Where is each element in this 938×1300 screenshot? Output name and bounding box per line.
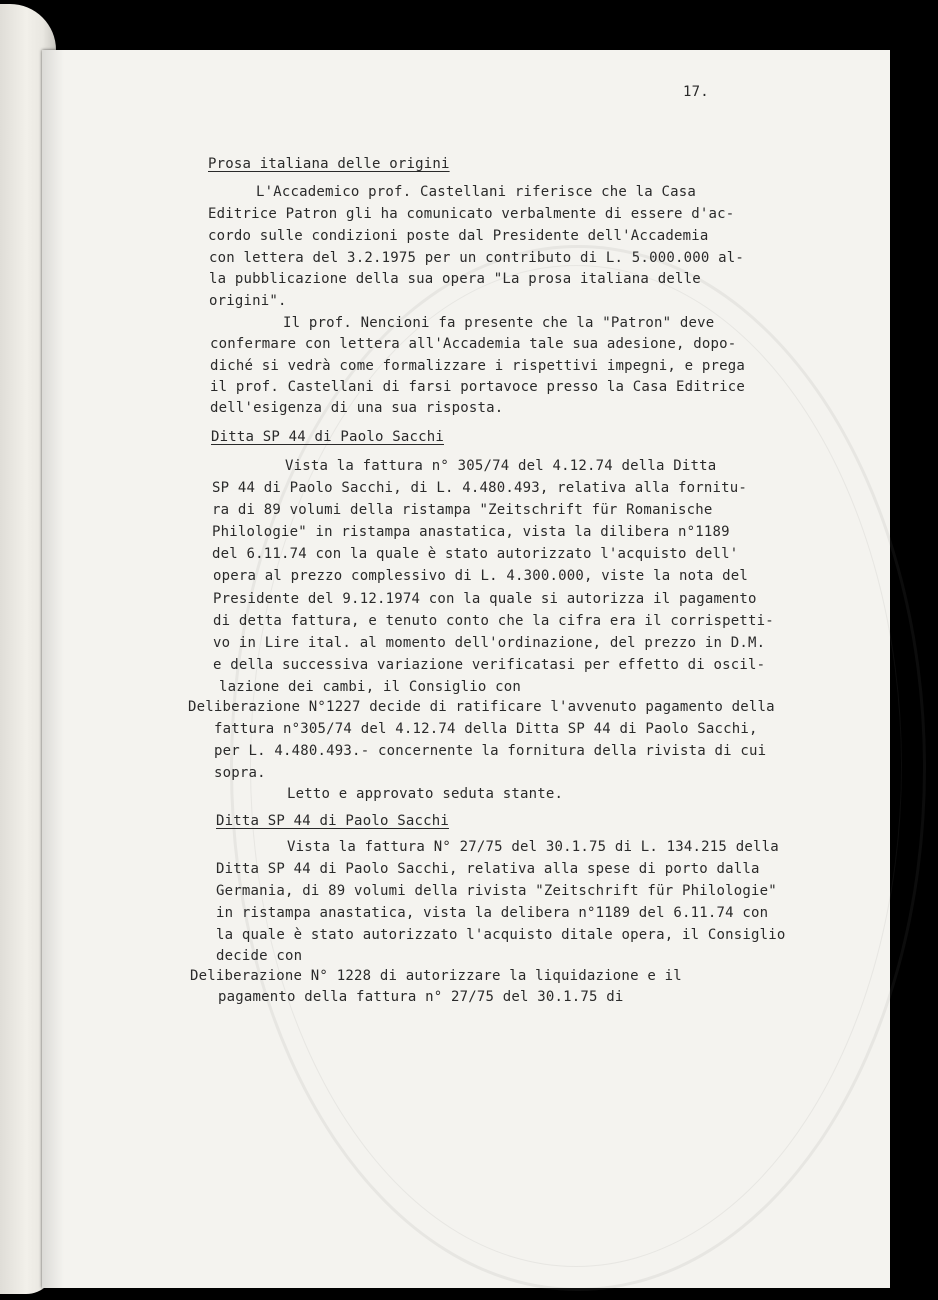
text-line: la pubblicazione della sua opera "La prosa italiana delle: [209, 271, 701, 287]
text-line: opera al prezzo complessivo di L. 4.300.000, viste la nota del: [213, 568, 748, 584]
page-number: 17.: [683, 84, 709, 100]
text-line: fattura n°305/74 del 4.12.74 della Ditta SP 44 di Paolo Sacchi,: [214, 721, 758, 737]
text-line: Philologie" in ristampa anastatica, vista la dilibera n°1189: [212, 524, 730, 540]
section-heading: Ditta SP 44 di Paolo Sacchi: [216, 813, 449, 829]
text-line: il prof. Castellani di farsi portavoce presso la Casa Editrice: [210, 379, 745, 395]
text-line: SP 44 di Paolo Sacchi, di L. 4.480.493, relativa alla fornitu-: [212, 480, 747, 496]
text-line: Editrice Patron gli ha comunicato verbalmente di essere d'ac-: [208, 206, 735, 222]
text-line: Vista la fattura n° 305/74 del 4.12.74 della Ditta: [285, 458, 717, 474]
text-line: con lettera del 3.2.1975 per un contributo di L. 5.000.000 al-: [209, 250, 744, 266]
text-line: Presidente del 9.12.1974 con la quale si autorizza il pagamento: [213, 591, 757, 607]
text-line: di detta fattura, e tenuto conto che la cifra era il corrispetti-: [213, 613, 774, 629]
text-line: diché si vedrà come formalizzare i rispettivi impegni, e prega: [210, 358, 745, 374]
text-line: Deliberazione N°1227 decide di ratificare l'avvenuto pagamento della: [188, 699, 775, 715]
text-line: Ditta SP 44 di Paolo Sacchi, relativa alla spese di porto dalla: [216, 861, 760, 877]
text-line: la quale è stato autorizzato l'acquisto ditale opera, il Consiglio: [216, 927, 786, 943]
text-line: del 6.11.74 con la quale è stato autorizzato l'acquisto dell': [212, 546, 739, 562]
text-line: dell'esigenza di una sua risposta.: [210, 400, 504, 416]
text-line: e della successiva variazione verificatasi per effetto di oscil-: [213, 657, 766, 673]
text-line: per L. 4.480.493.- concernente la fornitura della rivista di cui: [214, 743, 767, 759]
text-line: sopra.: [214, 765, 266, 781]
text-line: Letto e approvato seduta stante.: [287, 786, 564, 802]
text-line: cordo sulle condizioni poste dal Presidente dell'Accademia: [208, 228, 709, 244]
text-line: vo in Lire ital. al momento dell'ordinazione, del prezzo in D.M.: [213, 635, 766, 651]
text-line: Deliberazione N° 1228 di autorizzare la liquidazione e il: [190, 968, 682, 984]
text-line: origini".: [209, 293, 287, 309]
text-line: Germania, di 89 volumi della rivista "Zeitschrift für Philologie": [216, 883, 777, 899]
text-line: L'Accademico prof. Castellani riferisce che la Casa: [256, 184, 697, 200]
text-line: confermare con lettera all'Accademia tale sua adesione, dopo-: [210, 336, 737, 352]
text-line: Il prof. Nencioni fa presente che la "Patron" deve: [283, 315, 715, 331]
text-line: in ristampa anastatica, vista la delibera n°1189 del 6.11.74 con: [216, 905, 769, 921]
section-heading: Prosa italiana delle origini: [208, 156, 450, 172]
text-line: Vista la fattura N° 27/75 del 30.1.75 di L. 134.215 della: [287, 839, 779, 855]
text-line: lazione dei cambi, il Consiglio con: [219, 679, 522, 695]
section-heading: Ditta SP 44 di Paolo Sacchi: [211, 429, 444, 445]
text-line: ra di 89 volumi della ristampa "Zeitschrift für Romanische: [212, 502, 713, 518]
text-line: decide con: [216, 948, 303, 964]
text-line: pagamento della fattura n° 27/75 del 30.1.75 di: [218, 989, 624, 1005]
